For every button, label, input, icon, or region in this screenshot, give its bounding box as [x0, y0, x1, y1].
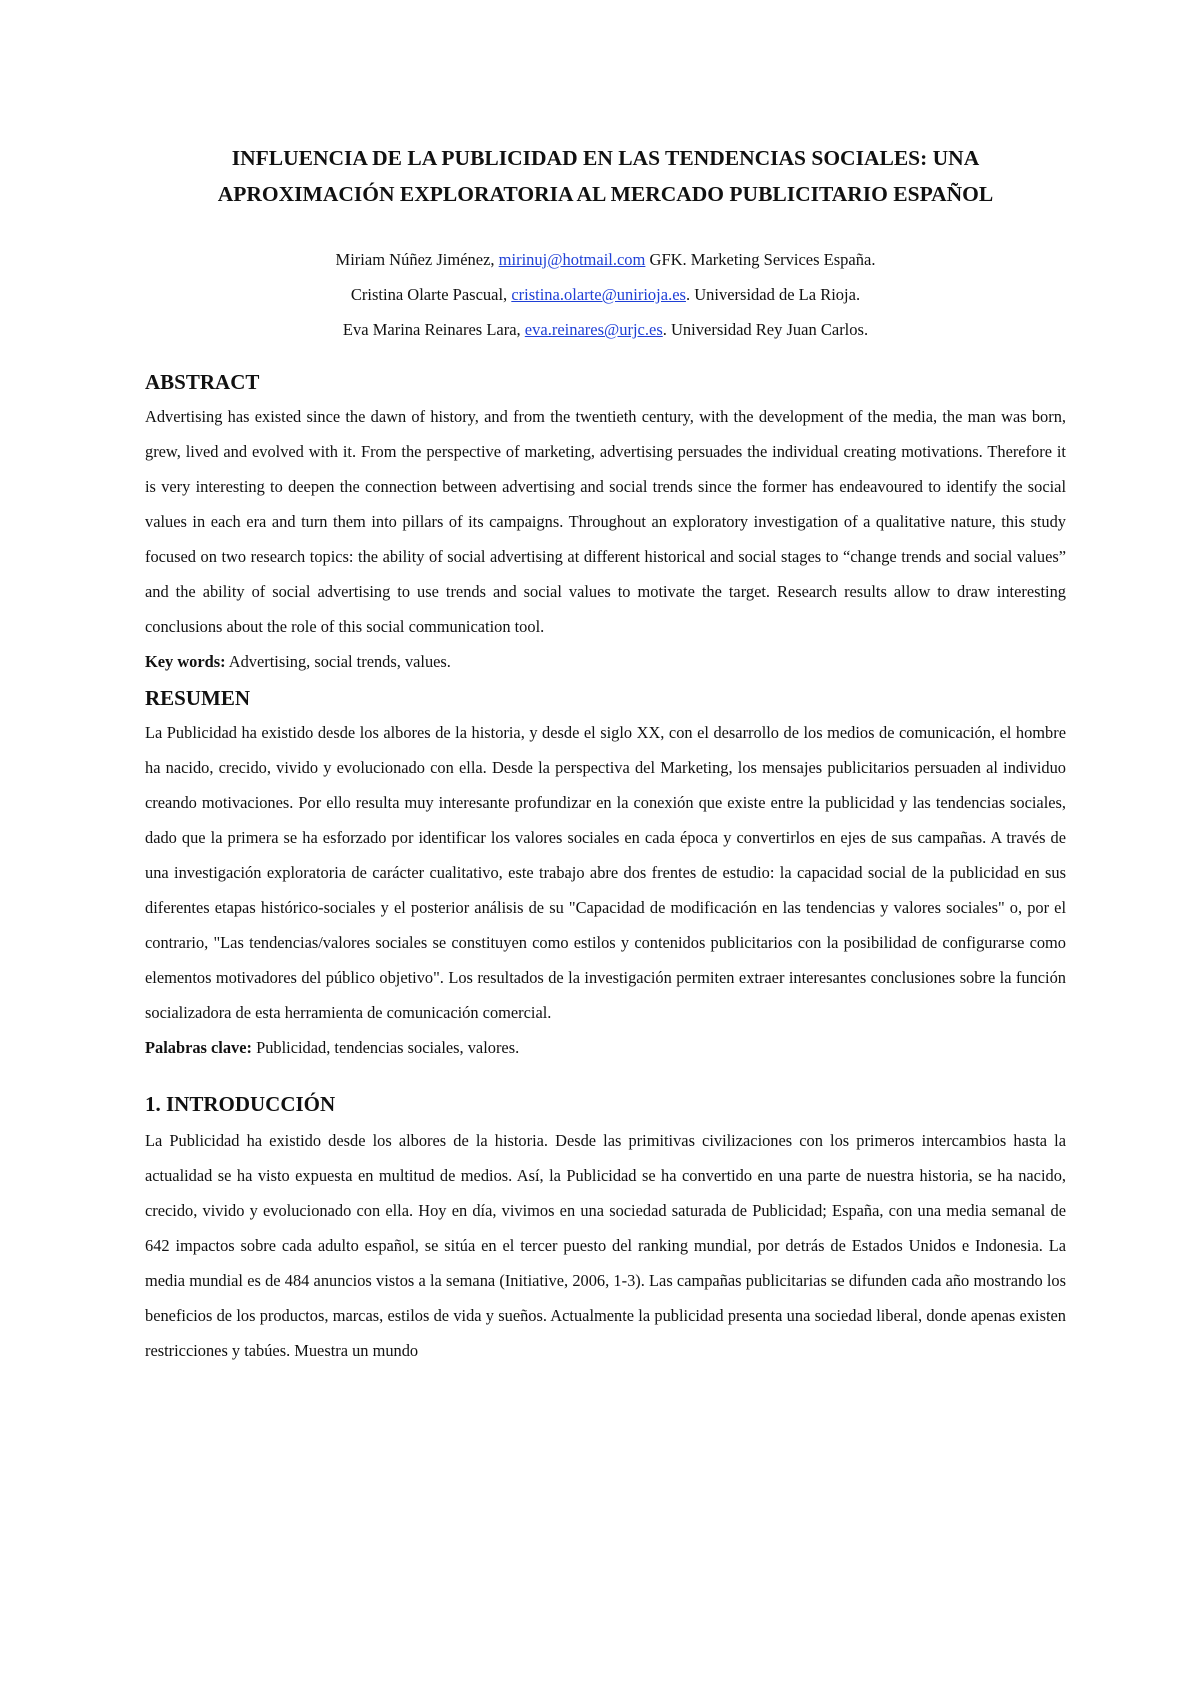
author-email-link[interactable]: cristina.olarte@unirioja.es [511, 285, 686, 304]
author-affiliation: GFK. Marketing Services España. [645, 250, 876, 269]
palabras-clave-label: Palabras clave: [145, 1038, 252, 1057]
title-line-1: INFLUENCIA DE LA PUBLICIDAD EN LAS TENDENCIAS SOCIALES: UNA [231, 146, 980, 170]
author-email-link[interactable]: mirinuj@hotmail.com [498, 250, 646, 269]
author-name: Miriam Núñez Jiménez, [335, 250, 499, 269]
author-line [145, 312, 1066, 347]
resumen-section [145, 683, 1066, 1065]
author-email-link[interactable]: eva.reinares@urjc.es [524, 320, 663, 339]
resumen-heading: RESUMEN [145, 686, 251, 710]
introduccion-section [145, 1089, 1066, 1368]
paper-title [145, 140, 1066, 212]
author-name: Eva Marina Reinares Lara, [342, 320, 525, 339]
author-affiliation: . Universidad de La Rioja. [685, 285, 861, 304]
abstract-keywords [145, 644, 1066, 679]
author-line [145, 242, 1066, 277]
abstract-heading: ABSTRACT [145, 370, 260, 394]
palabras-clave-value: Publicidad, tendencias sociales, valores. [251, 1038, 520, 1057]
author-affiliation: . Universidad Rey Juan Carlos. [662, 320, 869, 339]
title-line-2: APROXIMACIÓN EXPLORATORIA AL MERCADO PUBLICITARIO ESPAÑOL [217, 182, 994, 206]
keywords-value: Advertising, social trends, values. [225, 652, 451, 671]
abstract-section [145, 367, 1066, 679]
resumen-text: La Publicidad ha existido desde los albores de la historia, y desde el siglo XX, con el desarrollo de los medios de comunicación, el hombre ha nacido, crecido, vivido y evolucionado con ella. Desde la perspectiva del Marketing, los mensajes publicitarios persuaden al individuo creando motivaciones. Por ello resulta muy interesante profundizar en la conexión que existe entre la publicidad y las tendencias sociales, dado que la primera se ha esforzado por identificar los valores sociales en cada época y convertirlos en ejes de sus campañas. A través de una investigación exploratoria de carácter cualitativo, este trabajo abre dos frentes de estudio: la capacidad social de la publicidad en sus diferentes etapas histórico-sociales y el posterior análisis de su "Capacidad de modificación en las tendencias y valores sociales" o, por el contrario, "Las tendencias/valores sociales se constituyen como estilos y contenidos publicitarios con la posibilidad de configurarse como elementos motivadores del público objetivo". Los resultados de la investigación permiten extraer interesantes conclusiones sobre la función socializadora de esta herramienta de comunicación comercial. [145, 723, 1066, 1022]
introduccion-heading: 1. INTRODUCCIÓN [145, 1092, 336, 1116]
author-list [145, 242, 1066, 347]
keywords-label: Key words: [145, 652, 226, 671]
introduccion-text: La Publicidad ha existido desde los albores de la historia. Desde las primitivas civilizaciones con los primeros intercambios hasta la actualidad se ha visto expuesta en multitud de medios. Así, la Publicidad se ha convertido en una parte de nuestra historia, se ha nacido, crecido, vivido y evolucionado con ella. Hoy en día, vivimos en una sociedad saturada de Publicidad; España, con una media semanal de 642 impactos sobre cada adulto español, se sitúa en el tercer puesto del ranking mundial, por detrás de Estados Unidos e Indonesia. La media mundial es de 484 anuncios vistos a la semana (Initiative, 2006, 1-3). Las campañas publicitarias se difunden cada año mostrando los beneficios de los productos, marcas, estilos de vida y sueños. Actualmente la publicidad presenta una sociedad liberal, donde apenas existen restricciones y tabúes. Muestra un mundo [145, 1131, 1066, 1360]
resumen-keywords [145, 1030, 1066, 1065]
abstract-text: Advertising has existed since the dawn of history, and from the twentieth century, with the development of the media, the man was born, grew, lived and evolved with it. From the perspective of marketing, advertising persuades the individual creating motivations. Therefore it is very interesting to deepen the connection between advertising and social trends since the former has endeavoured to identify the social values in each era and turn them into pillars of its campaigns. Throughout an exploratory investigation of a qualitative nature, this study focused on two research topics: the ability of social advertising at different historical and social stages to “change trends and social values” and the ability of social advertising to use trends and social values to motivate the target. Research results allow to draw interesting conclusions about the role of this social communication tool. [145, 407, 1066, 636]
author-line [145, 277, 1066, 312]
author-name: Cristina Olarte Pascual, [350, 285, 512, 304]
